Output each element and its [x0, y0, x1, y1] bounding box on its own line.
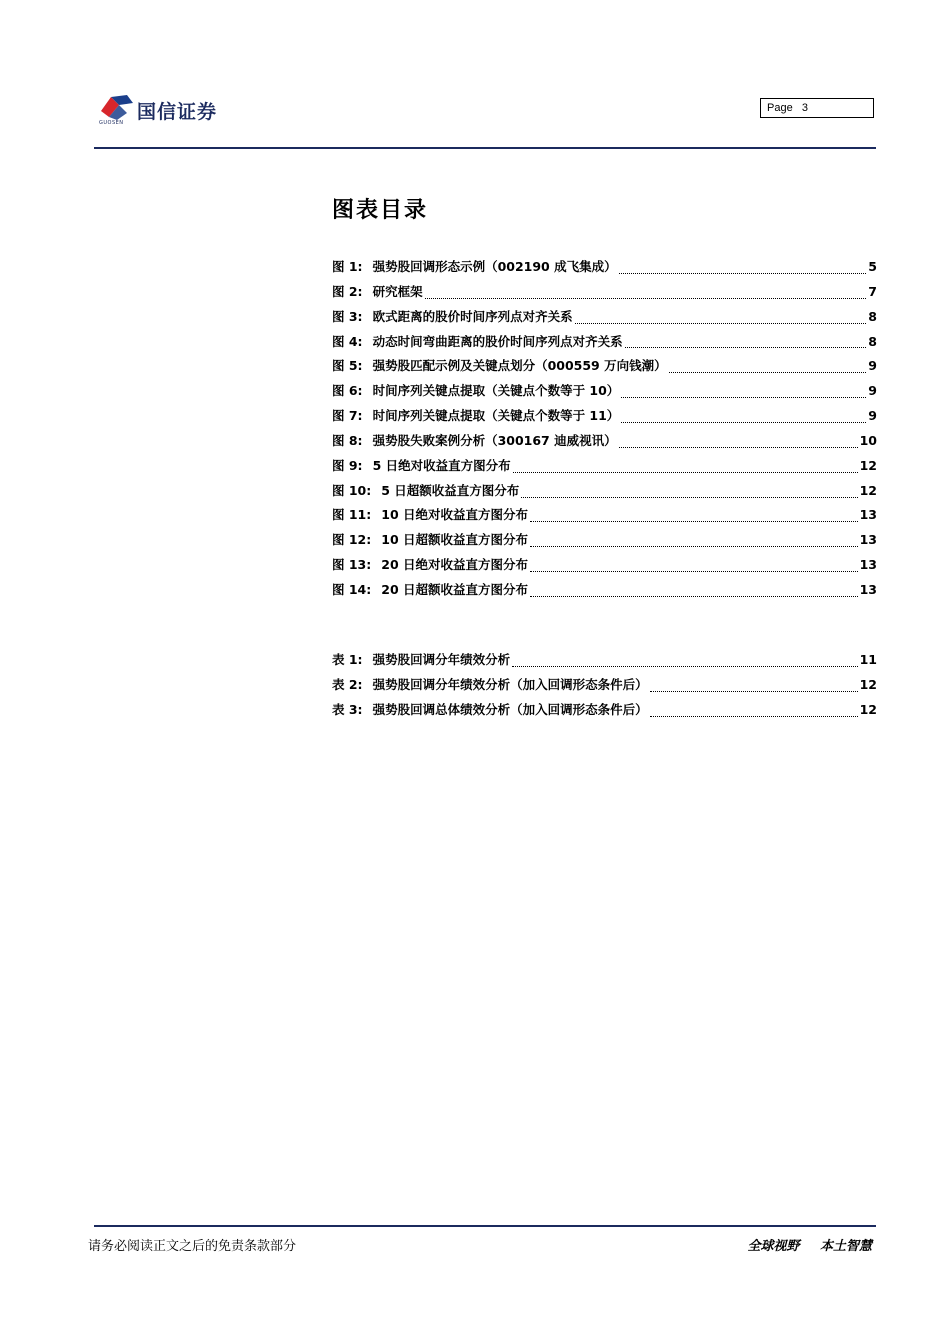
entry-label: 图 9: [332, 457, 363, 473]
entry-page-number: 12 [859, 701, 877, 717]
toc-title: 图表目录 [332, 198, 429, 223]
entry-label: 图 12: [332, 532, 372, 548]
entry-title: 时间序列关键点提取（关键点个数等于 11） [372, 408, 620, 424]
dot-leader [530, 596, 858, 597]
entry-title: 欧式距离的股价时间序列点对齐关系 [372, 308, 573, 324]
figure-toc-entry[interactable] [332, 332, 877, 357]
entry-page-number: 12 [859, 676, 877, 692]
entry-page-number: 9 [868, 358, 877, 374]
entry-label: 图 11: [332, 507, 372, 523]
header-divider [94, 147, 876, 149]
dot-leader [619, 273, 867, 274]
dot-leader [625, 347, 867, 348]
entry-page-number: 12 [859, 482, 877, 498]
table-toc-entry[interactable] [332, 650, 877, 675]
entry-title: 研究框架 [372, 283, 423, 299]
entry-label: 图 14: [332, 581, 372, 597]
entry-label: 图 13: [332, 557, 372, 573]
entry-title: 强势股回调分年绩效分析（加入回调形态条件后） [372, 676, 648, 692]
figure-toc-entry[interactable] [332, 307, 877, 332]
dot-leader [621, 397, 866, 398]
entry-label: 图 7: [332, 408, 363, 424]
dot-leader [650, 691, 858, 692]
dot-leader [530, 521, 858, 522]
entry-title: 10 日绝对收益直方图分布 [381, 507, 528, 523]
figure-toc-entry[interactable] [332, 356, 877, 381]
entry-title: 10 日超额收益直方图分布 [381, 532, 528, 548]
entry-title: 强势股失败案例分析（300167 迪威视讯） [372, 432, 617, 448]
figure-list [332, 257, 877, 605]
figure-toc-entry[interactable] [332, 257, 877, 282]
logo-subtext: GUOSEN [99, 120, 124, 126]
figure-toc-entry[interactable] [332, 406, 877, 431]
entry-title: 20 日绝对收益直方图分布 [381, 557, 528, 573]
figure-toc-entry[interactable] [332, 505, 877, 530]
entry-label: 表 2: [332, 676, 363, 692]
figure-toc-entry[interactable] [332, 555, 877, 580]
footer-slogan [747, 1235, 872, 1254]
footer-disclaimer: 请务必阅读正文之后的免责条款部分 [88, 1239, 297, 1254]
entry-page-number: 13 [859, 532, 877, 548]
dot-leader [425, 298, 867, 299]
guosen-logo-mark-icon [97, 93, 133, 121]
entry-page-number: 12 [859, 457, 877, 473]
dot-leader [521, 497, 857, 498]
entry-label: 图 5: [332, 358, 363, 374]
entry-page-number: 13 [859, 557, 877, 573]
page-indicator [760, 98, 874, 118]
entry-page-number: 5 [868, 259, 877, 274]
entry-title: 强势股回调总体绩效分析（加入回调形态条件后） [372, 701, 648, 717]
entry-page-number: 9 [868, 408, 877, 424]
entry-title: 时间序列关键点提取（关键点个数等于 10） [372, 383, 620, 399]
dot-leader [530, 571, 858, 572]
entry-title: 强势股匹配示例及关键点划分（000559 万向钱潮） [372, 358, 667, 374]
entry-title: 强势股回调形态示例（002190 成飞集成） [372, 259, 617, 274]
entry-label: 表 3: [332, 701, 363, 717]
entry-title: 强势股回调分年绩效分析 [372, 652, 511, 667]
page-number: 3 [801, 102, 808, 114]
dot-leader [512, 666, 858, 667]
figure-toc-entry[interactable] [332, 282, 877, 307]
dot-leader [669, 372, 867, 373]
entry-label: 表 1: [332, 652, 363, 667]
entry-title: 20 日超额收益直方图分布 [381, 581, 528, 597]
entry-page-number: 11 [859, 652, 877, 667]
figure-toc-entry[interactable] [332, 481, 877, 506]
entry-page-number: 10 [859, 432, 877, 448]
dot-leader [575, 323, 867, 324]
dot-leader [619, 447, 858, 448]
guosen-logo [97, 93, 247, 133]
dot-leader [650, 716, 858, 717]
entry-label: 图 1: [332, 259, 363, 274]
figure-toc-entry[interactable] [332, 431, 877, 456]
entry-page-number: 9 [868, 383, 877, 399]
entry-title: 5 日绝对收益直方图分布 [372, 457, 511, 473]
entry-label: 图 2: [332, 283, 363, 299]
table-toc-entry[interactable] [332, 700, 877, 725]
entry-label: 图 8: [332, 432, 363, 448]
footer-slogan-1: 全球视野 [747, 1239, 800, 1254]
entry-label: 图 4: [332, 333, 363, 349]
dot-leader [513, 472, 858, 473]
entry-page-number: 7 [868, 283, 877, 299]
entry-page-number: 13 [859, 507, 877, 523]
dot-leader [530, 546, 858, 547]
figure-toc-entry[interactable] [332, 381, 877, 406]
entry-title: 5 日超额收益直方图分布 [381, 482, 520, 498]
footer-divider [94, 1225, 876, 1227]
figure-toc-entry[interactable] [332, 456, 877, 481]
table-toc-entry[interactable] [332, 675, 877, 700]
entry-label: 图 10: [332, 482, 372, 498]
page-label: Page [767, 102, 793, 114]
table-list [332, 650, 877, 725]
entry-page-number: 8 [868, 308, 877, 324]
entry-page-number: 8 [868, 333, 877, 349]
entry-title: 动态时间弯曲距离的股价时间序列点对齐关系 [372, 333, 623, 349]
figure-toc-entry[interactable] [332, 530, 877, 555]
figure-toc-entry[interactable] [332, 580, 877, 605]
footer-slogan-2: 本土智慧 [819, 1239, 872, 1254]
logo-text: 国信证券 [137, 101, 218, 123]
entry-page-number: 13 [859, 581, 877, 597]
entry-label: 图 3: [332, 308, 363, 324]
entry-label: 图 6: [332, 383, 363, 399]
dot-leader [621, 422, 866, 423]
